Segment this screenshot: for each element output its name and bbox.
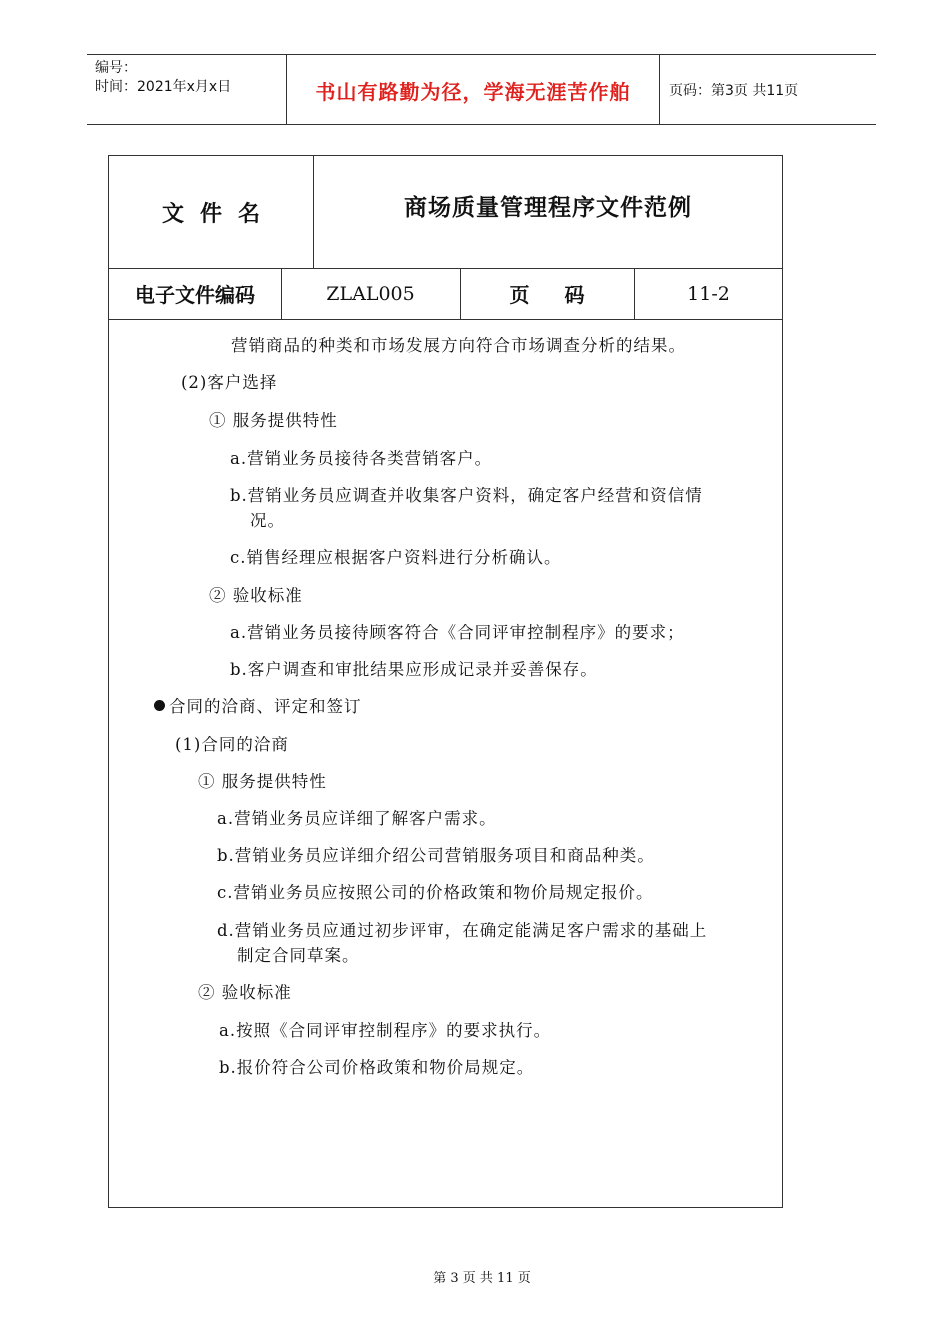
sub-heading: ② 验收标准 (198, 983, 292, 1002)
header-motto: 书山有路勤为径，学海无涯苦作舶 (315, 80, 631, 104)
list-item: a.营销业务员接待顾客符合《合同评审控制程序》的要求； (230, 623, 685, 642)
section-heading: (2)客户选择 (181, 373, 278, 392)
sub-heading: ② 验收标准 (209, 586, 303, 605)
sub-heading: ① 服务提供特性 (198, 772, 327, 791)
document-time: 时间：2021年x月x日 (95, 79, 232, 95)
list-item: b.报价符合公司价格政策和物价局规定。 (219, 1058, 535, 1077)
header-divider (659, 55, 660, 124)
page-header (87, 54, 876, 125)
table-rule (109, 319, 783, 320)
list-item: a.营销业务员接待各类营销客户。 (230, 449, 493, 468)
file-name-label: 文件名 (161, 201, 276, 227)
footer-page-number: 第 3 页 共 11 页 (433, 1271, 531, 1286)
list-item: b.营销业务员应详细介绍公司营销服务项目和商品种类。 (217, 846, 655, 865)
document-title: 商场质量管理程序文件范例 (404, 194, 692, 221)
sub-heading: ① 服务提供特性 (209, 411, 338, 430)
section-heading: (1)合同的洽商 (175, 735, 289, 754)
list-item: b.营销业务员应调查并收集客户资料，确定客户经营和资信情 (230, 486, 703, 505)
page-code-label: 页 码 (509, 283, 599, 307)
file-code-label: 电子文件编码 (135, 283, 255, 307)
body-line: 营销商品的种类和市场发展方向符合市场调查分析的结果。 (231, 336, 686, 355)
bullet-heading-text: 合同的洽商、评定和签订 (169, 697, 362, 716)
list-item-continuation: 制定合同草案。 (237, 946, 360, 965)
list-item: a.营销业务员应详细了解客户需求。 (217, 809, 497, 828)
page-code-value: 11-2 (687, 282, 730, 305)
header-page-info: 页码：第3页 共11页 (669, 83, 799, 99)
document-number-label: 编号： (95, 60, 137, 76)
page-footer (0, 1267, 950, 1286)
bullet-heading (154, 695, 362, 719)
list-item: d.营销业务员应通过初步评审，在确定能满足客户需求的基础上 (217, 921, 708, 940)
file-code-value: ZLAL005 (326, 282, 415, 305)
list-item: a.按照《合同评审控制程序》的要求执行。 (219, 1021, 552, 1040)
list-item: b.客户调查和审批结果应形成记录并妥善保存。 (230, 660, 598, 679)
list-item: c.销售经理应根据客户资料进行分析确认。 (230, 548, 562, 567)
list-item: c.营销业务员应按照公司的价格政策和物价局规定报价。 (217, 883, 654, 902)
list-item-continuation: 况。 (250, 511, 285, 530)
bullet-icon (154, 700, 165, 711)
header-meta (95, 59, 231, 97)
